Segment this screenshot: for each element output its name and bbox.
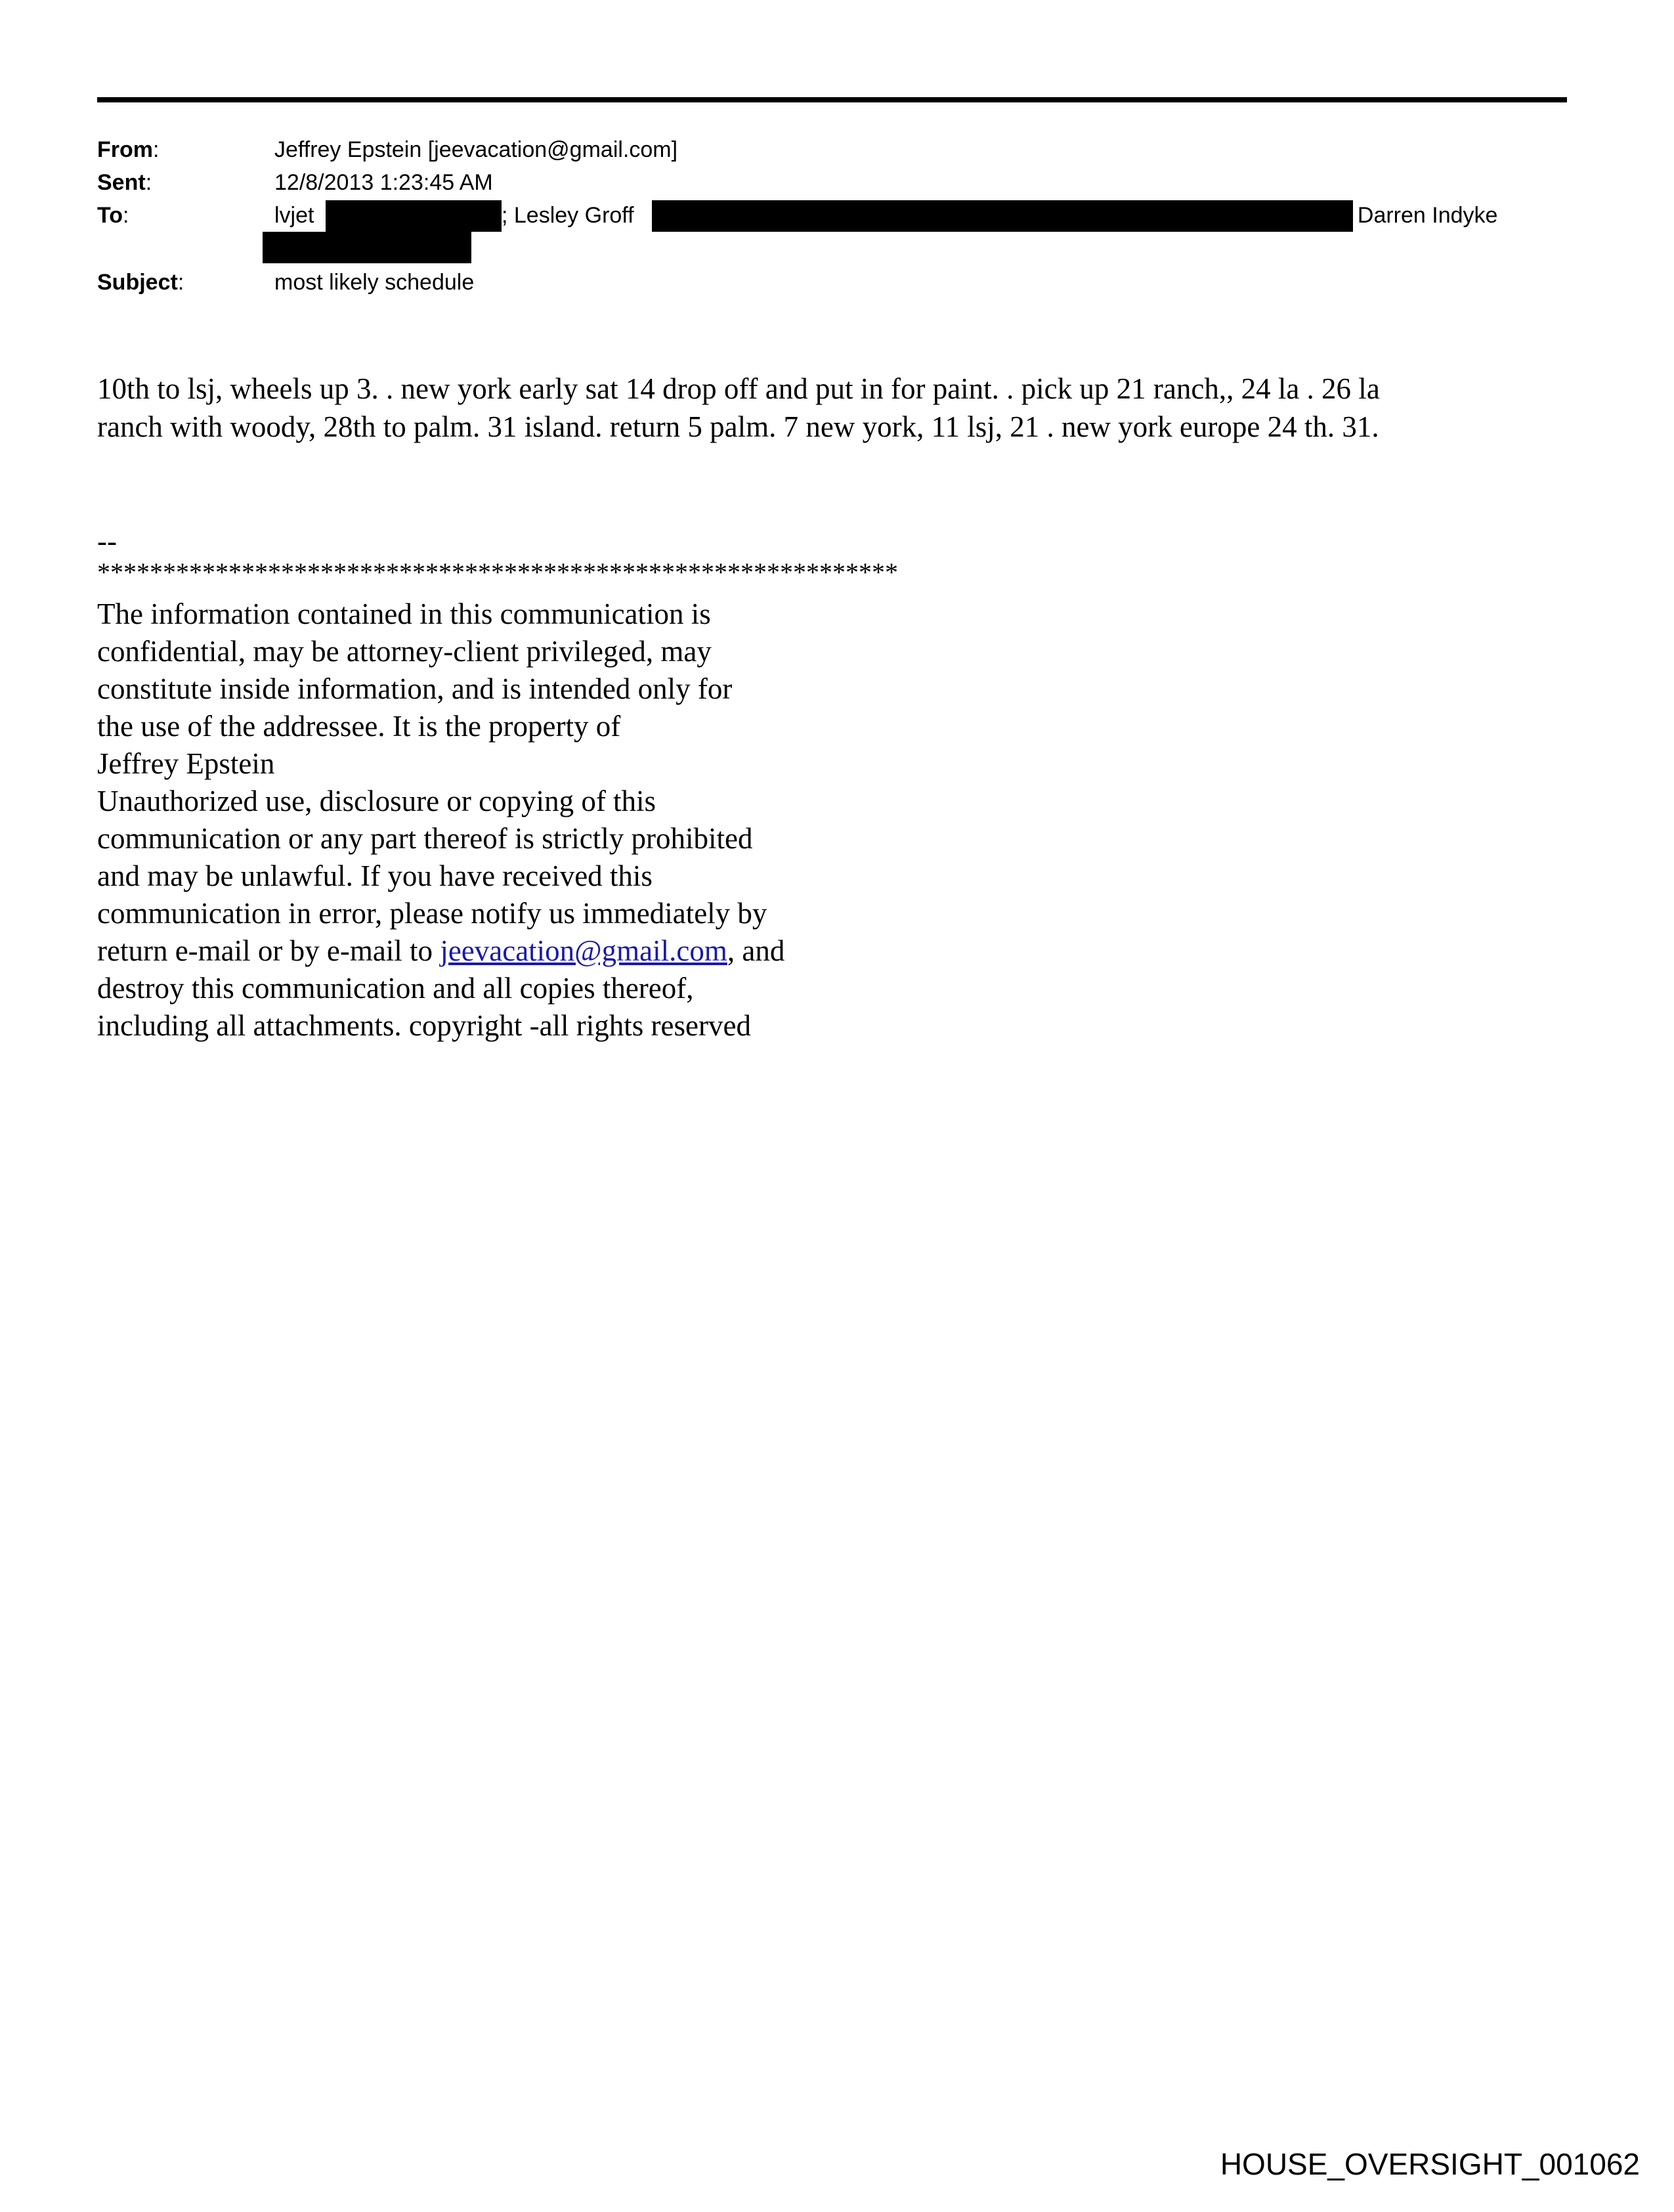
disclaimer-line: confidential, may be attorney-client privileged, may xyxy=(97,635,712,668)
to-recipient-lvjet: lvjet xyxy=(274,203,314,228)
message-line: ranch with woody, 28th to palm. 31 island. return 5 palm. 7 new york, 11 lsj, 21 . new york europe 24 th. 31. xyxy=(97,410,1379,443)
sent-value: 12/8/2013 1:23:45 AM xyxy=(274,170,493,195)
email-link[interactable]: jeevacation@gmail.com xyxy=(440,934,727,967)
disclaimer-line: constitute inside information, and is intended only for xyxy=(97,672,733,705)
disclaimer-line: the use of the addressee. It is the property of xyxy=(97,710,621,743)
disclaimer-line: The information contained in this communication is xyxy=(97,597,711,630)
disclaimer-text: return e-mail or by e-mail to xyxy=(97,934,440,967)
disclaimer-line: and may be unlawful. If you have received this xyxy=(97,859,653,892)
message-line: 10th to lsj, wheels up 3. . new york early sat 14 drop off and put in for paint. . pick up 21 ranch,, 24 la . 26 la xyxy=(97,372,1380,405)
signature-separator: -- xyxy=(97,525,117,557)
disclaimer-line: destroy this communication and all copies thereof, xyxy=(97,972,694,1005)
subject-value: most likely schedule xyxy=(274,270,475,295)
to-label: To: xyxy=(97,203,129,228)
disclaimer-line: including all attachments. copyright -all rights reserved xyxy=(97,1009,751,1042)
bates-stamp: HOUSE_OVERSIGHT_001062 xyxy=(1220,2147,1640,2181)
disclaimer-line: Unauthorized use, disclosure or copying of this xyxy=(97,785,656,817)
disclaimer-line-with-link xyxy=(97,932,784,970)
subject-label: Subject: xyxy=(97,270,184,295)
header-divider-rule xyxy=(97,97,1567,102)
to-recipient-darren-indyke: ; Darren Indyke xyxy=(1345,203,1498,228)
disclaimer-line: Jeffrey Epstein xyxy=(97,747,275,780)
from-value: Jeffrey Epstein [jeevacation@gmail.com] xyxy=(274,137,678,162)
disclaimer-line: communication or any part thereof is strictly prohibited xyxy=(97,822,753,855)
redaction-block xyxy=(326,200,502,232)
sent-label: Sent: xyxy=(97,170,152,195)
redaction-block xyxy=(652,200,1353,232)
from-label: From: xyxy=(97,137,160,162)
signature-star-rule: ************************************************************* xyxy=(97,557,898,587)
disclaimer-text: , and xyxy=(727,934,785,967)
disclaimer-line: communication in error, please notify us immediately by xyxy=(97,897,767,930)
to-recipient-lesley-groff: ; Lesley Groff xyxy=(502,203,634,228)
redaction-block xyxy=(263,232,471,263)
